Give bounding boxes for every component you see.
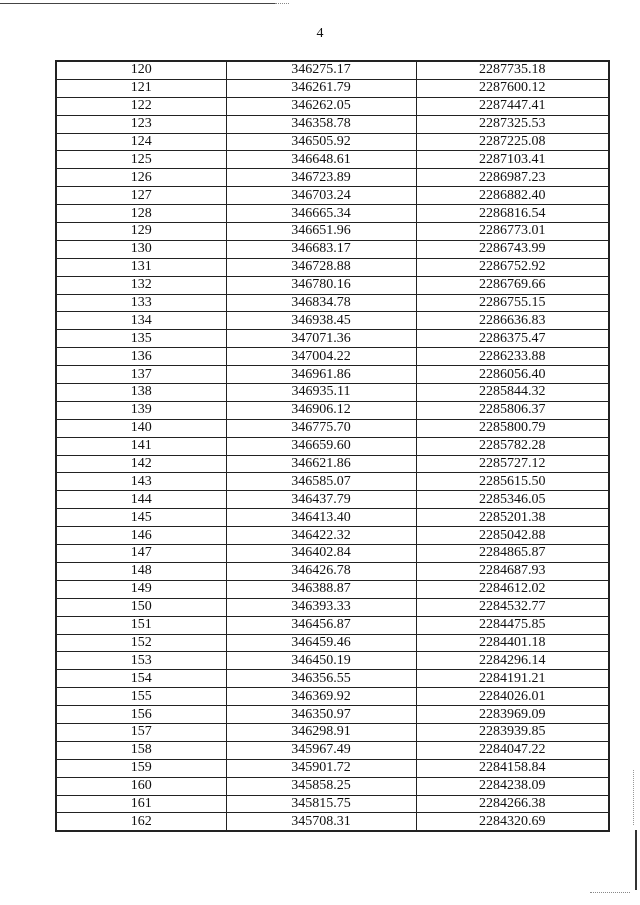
y-coordinate-cell: 2284320.69	[416, 813, 609, 831]
scan-edge-dots	[633, 770, 634, 825]
table-row	[56, 473, 609, 491]
table-row	[56, 401, 609, 419]
table-row	[56, 366, 609, 384]
y-coordinate-cell: 2286233.88	[416, 348, 609, 366]
y-coordinate-cell: 2284266.38	[416, 795, 609, 813]
table-row	[56, 348, 609, 366]
table-row	[56, 79, 609, 97]
point-number-cell: 131	[56, 258, 226, 276]
x-coordinate-cell: 346450.19	[226, 652, 416, 670]
x-coordinate-cell: 346262.05	[226, 97, 416, 115]
x-coordinate-cell: 346459.46	[226, 634, 416, 652]
point-number-cell: 128	[56, 205, 226, 223]
point-number-cell: 157	[56, 723, 226, 741]
point-number-cell: 153	[56, 652, 226, 670]
table-row	[56, 437, 609, 455]
y-coordinate-cell: 2285806.37	[416, 401, 609, 419]
table-row	[56, 151, 609, 169]
x-coordinate-cell: 346358.78	[226, 115, 416, 133]
y-coordinate-cell: 2286773.01	[416, 223, 609, 241]
x-coordinate-cell: 346665.34	[226, 205, 416, 223]
y-coordinate-cell: 2285800.79	[416, 419, 609, 437]
y-coordinate-cell: 2286755.15	[416, 294, 609, 312]
point-number-cell: 152	[56, 634, 226, 652]
x-coordinate-cell: 346261.79	[226, 79, 416, 97]
table-row	[56, 169, 609, 187]
x-coordinate-cell: 346298.91	[226, 723, 416, 741]
table-row	[56, 688, 609, 706]
point-number-cell: 122	[56, 97, 226, 115]
table-row	[56, 813, 609, 831]
table-row	[56, 61, 609, 79]
point-number-cell: 132	[56, 276, 226, 294]
y-coordinate-cell: 2286375.47	[416, 330, 609, 348]
x-coordinate-cell: 346938.45	[226, 312, 416, 330]
point-number-cell: 159	[56, 759, 226, 777]
table-row	[56, 545, 609, 563]
y-coordinate-cell: 2283969.09	[416, 706, 609, 724]
y-coordinate-cell: 2287325.53	[416, 115, 609, 133]
top-rule	[0, 3, 275, 4]
x-coordinate-cell: 346906.12	[226, 401, 416, 419]
table-row	[56, 706, 609, 724]
x-coordinate-cell: 346659.60	[226, 437, 416, 455]
y-coordinate-cell: 2284865.87	[416, 545, 609, 563]
table-row	[56, 723, 609, 741]
y-coordinate-cell: 2284047.22	[416, 741, 609, 759]
table-row	[56, 455, 609, 473]
point-number-cell: 133	[56, 294, 226, 312]
table-row	[56, 223, 609, 241]
point-number-cell: 139	[56, 401, 226, 419]
table-row	[56, 616, 609, 634]
y-coordinate-cell: 2285346.05	[416, 491, 609, 509]
y-coordinate-cell: 2286636.83	[416, 312, 609, 330]
y-coordinate-cell: 2284296.14	[416, 652, 609, 670]
x-coordinate-cell: 346402.84	[226, 545, 416, 563]
page-number: 4	[316, 26, 324, 41]
point-number-cell: 147	[56, 545, 226, 563]
top-rule-dots	[275, 3, 289, 4]
x-coordinate-cell: 346585.07	[226, 473, 416, 491]
table-row	[56, 527, 609, 545]
x-coordinate-cell: 347004.22	[226, 348, 416, 366]
point-number-cell: 154	[56, 670, 226, 688]
table-row	[56, 759, 609, 777]
x-coordinate-cell: 346426.78	[226, 562, 416, 580]
scan-bottom-mark	[590, 892, 630, 893]
y-coordinate-cell: 2286056.40	[416, 366, 609, 384]
table-row	[56, 634, 609, 652]
point-number-cell: 129	[56, 223, 226, 241]
point-number-cell: 134	[56, 312, 226, 330]
table-row	[56, 115, 609, 133]
y-coordinate-cell: 2286816.54	[416, 205, 609, 223]
point-number-cell: 160	[56, 777, 226, 795]
x-coordinate-cell: 346723.89	[226, 169, 416, 187]
x-coordinate-cell: 346356.55	[226, 670, 416, 688]
x-coordinate-cell: 346350.97	[226, 706, 416, 724]
y-coordinate-cell: 2287447.41	[416, 97, 609, 115]
y-coordinate-cell: 2285844.32	[416, 384, 609, 402]
y-coordinate-cell: 2283939.85	[416, 723, 609, 741]
point-number-cell: 150	[56, 598, 226, 616]
point-number-cell: 123	[56, 115, 226, 133]
point-number-cell: 137	[56, 366, 226, 384]
y-coordinate-cell: 2284687.93	[416, 562, 609, 580]
point-number-cell: 162	[56, 813, 226, 831]
x-coordinate-cell: 345815.75	[226, 795, 416, 813]
point-number-cell: 120	[56, 61, 226, 79]
table-row	[56, 384, 609, 402]
point-number-cell: 126	[56, 169, 226, 187]
point-number-cell: 135	[56, 330, 226, 348]
x-coordinate-cell: 346683.17	[226, 240, 416, 258]
x-coordinate-cell: 345967.49	[226, 741, 416, 759]
table-row	[56, 419, 609, 437]
y-coordinate-cell: 2284475.85	[416, 616, 609, 634]
y-coordinate-cell: 2284532.77	[416, 598, 609, 616]
x-coordinate-cell: 345858.25	[226, 777, 416, 795]
x-coordinate-cell: 346648.61	[226, 151, 416, 169]
table-row	[56, 240, 609, 258]
y-coordinate-cell: 2285727.12	[416, 455, 609, 473]
x-coordinate-cell: 346388.87	[226, 580, 416, 598]
y-coordinate-cell: 2285615.50	[416, 473, 609, 491]
x-coordinate-cell: 345901.72	[226, 759, 416, 777]
x-coordinate-cell: 345708.31	[226, 813, 416, 831]
x-coordinate-cell: 346456.87	[226, 616, 416, 634]
table-row	[56, 205, 609, 223]
point-number-cell: 136	[56, 348, 226, 366]
point-number-cell: 125	[56, 151, 226, 169]
scan-edge-line	[635, 830, 637, 890]
table-row	[56, 97, 609, 115]
x-coordinate-cell: 346437.79	[226, 491, 416, 509]
y-coordinate-cell: 2285782.28	[416, 437, 609, 455]
x-coordinate-cell: 346505.92	[226, 133, 416, 151]
x-coordinate-cell: 346775.70	[226, 419, 416, 437]
x-coordinate-cell: 346780.16	[226, 276, 416, 294]
y-coordinate-cell: 2287225.08	[416, 133, 609, 151]
table-row	[56, 258, 609, 276]
table-row	[56, 562, 609, 580]
y-coordinate-cell: 2287600.12	[416, 79, 609, 97]
point-number-cell: 138	[56, 384, 226, 402]
table-row	[56, 509, 609, 527]
y-coordinate-cell: 2284158.84	[416, 759, 609, 777]
point-number-cell: 130	[56, 240, 226, 258]
point-number-cell: 156	[56, 706, 226, 724]
y-coordinate-cell: 2287103.41	[416, 151, 609, 169]
x-coordinate-cell: 346961.86	[226, 366, 416, 384]
point-number-cell: 142	[56, 455, 226, 473]
point-number-cell: 140	[56, 419, 226, 437]
table-row	[56, 330, 609, 348]
table-row	[56, 741, 609, 759]
y-coordinate-cell: 2286769.66	[416, 276, 609, 294]
table-row	[56, 795, 609, 813]
table-row	[56, 133, 609, 151]
x-coordinate-cell: 346275.17	[226, 61, 416, 79]
y-coordinate-cell: 2286743.99	[416, 240, 609, 258]
point-number-cell: 124	[56, 133, 226, 151]
table-row	[56, 312, 609, 330]
table-row	[56, 777, 609, 795]
x-coordinate-cell: 347071.36	[226, 330, 416, 348]
table-row	[56, 294, 609, 312]
table-row	[56, 491, 609, 509]
x-coordinate-cell: 346369.92	[226, 688, 416, 706]
point-number-cell: 149	[56, 580, 226, 598]
point-number-cell: 146	[56, 527, 226, 545]
x-coordinate-cell: 346393.33	[226, 598, 416, 616]
x-coordinate-cell: 346834.78	[226, 294, 416, 312]
coordinates-table	[55, 60, 610, 832]
y-coordinate-cell: 2284191.21	[416, 670, 609, 688]
point-number-cell: 161	[56, 795, 226, 813]
y-coordinate-cell: 2285201.38	[416, 509, 609, 527]
x-coordinate-cell: 346703.24	[226, 187, 416, 205]
x-coordinate-cell: 346728.88	[226, 258, 416, 276]
point-number-cell: 148	[56, 562, 226, 580]
x-coordinate-cell: 346621.86	[226, 455, 416, 473]
y-coordinate-cell: 2286752.92	[416, 258, 609, 276]
y-coordinate-cell: 2284612.02	[416, 580, 609, 598]
point-number-cell: 155	[56, 688, 226, 706]
y-coordinate-cell: 2284401.18	[416, 634, 609, 652]
y-coordinate-cell: 2286987.23	[416, 169, 609, 187]
coordinates-table-body	[56, 61, 609, 831]
point-number-cell: 158	[56, 741, 226, 759]
x-coordinate-cell: 346651.96	[226, 223, 416, 241]
point-number-cell: 121	[56, 79, 226, 97]
x-coordinate-cell: 346935.11	[226, 384, 416, 402]
y-coordinate-cell: 2285042.88	[416, 527, 609, 545]
table-row	[56, 598, 609, 616]
table-row	[56, 276, 609, 294]
x-coordinate-cell: 346422.32	[226, 527, 416, 545]
point-number-cell: 151	[56, 616, 226, 634]
table-row	[56, 652, 609, 670]
y-coordinate-cell: 2284238.09	[416, 777, 609, 795]
point-number-cell: 127	[56, 187, 226, 205]
y-coordinate-cell: 2287735.18	[416, 61, 609, 79]
table-row	[56, 187, 609, 205]
y-coordinate-cell: 2284026.01	[416, 688, 609, 706]
point-number-cell: 143	[56, 473, 226, 491]
point-number-cell: 145	[56, 509, 226, 527]
table-row	[56, 580, 609, 598]
point-number-cell: 141	[56, 437, 226, 455]
y-coordinate-cell: 2286882.40	[416, 187, 609, 205]
table-row	[56, 670, 609, 688]
x-coordinate-cell: 346413.40	[226, 509, 416, 527]
point-number-cell: 144	[56, 491, 226, 509]
